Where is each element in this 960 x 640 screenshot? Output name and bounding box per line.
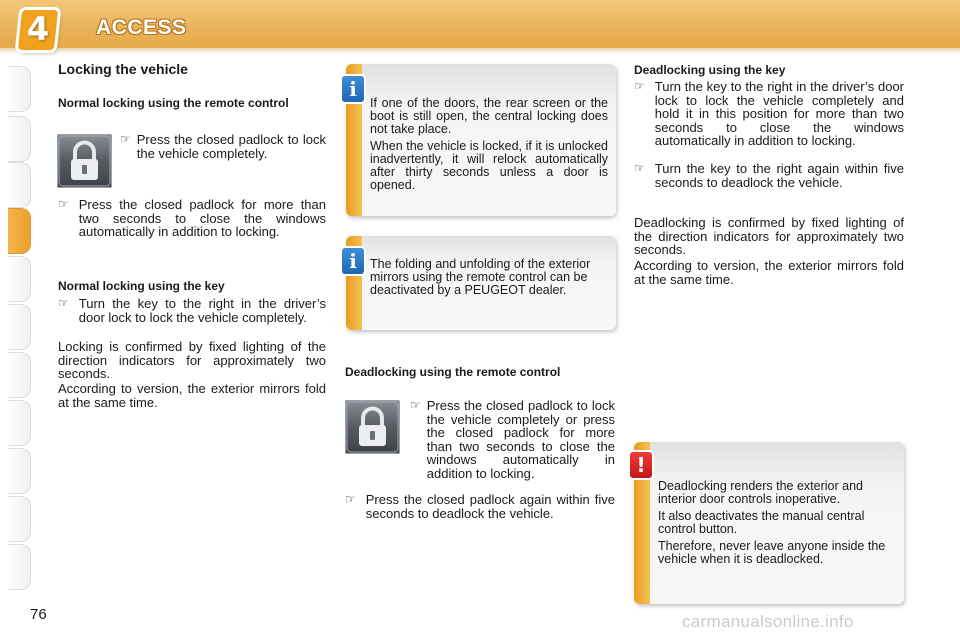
- hand-pointer-icon: ☞: [634, 79, 645, 93]
- info-box-text: The folding and unfolding of the exterior mirrors using the remote control can be deactivated by a PEUGEOT dealer.: [370, 257, 591, 297]
- chapter-tab-11[interactable]: [8, 544, 31, 590]
- key-locking-heading: Normal locking using the key: [58, 279, 225, 293]
- info-icon: i: [342, 76, 364, 102]
- warning-box-text: Deadlocking renders the exterior and interior door controls inoperative. It also deactivates the manual central control button. Therefore, never leave anyone inside the vehicle when it is deadlocked.: [658, 479, 886, 566]
- info-box-text: If one of the doors, the rear screen or the boot is still open, the central locking does not take place. When the vehicle is locked, if it is unlocked inadvertently, it will relock automatically after thirty seconds unless a door is opened.: [370, 96, 608, 192]
- list-item: ☞ Turn the key to the right in the driver’s door lock to lock the vehicle completely.: [58, 296, 326, 325]
- mirror-fold-text: According to version, the exterior mirrors fold at the same time.: [58, 381, 326, 410]
- chapter-tab-2[interactable]: [8, 116, 31, 162]
- chapter-tab-9[interactable]: [8, 448, 31, 494]
- hand-pointer-icon: ☞: [58, 197, 69, 211]
- hand-pointer-icon: ☞: [634, 161, 645, 175]
- page-number: 76: [30, 606, 47, 623]
- section-title: Locking the vehicle: [58, 61, 188, 77]
- watermark: carmanualsonline.info: [682, 612, 854, 631]
- hand-pointer-icon: ☞: [120, 132, 131, 146]
- chapter-tab-10[interactable]: [8, 496, 31, 542]
- mirror-fold-text: According to version, the exterior mirrors fold at the same time.: [634, 258, 904, 287]
- chapter-tabs: [0, 60, 34, 580]
- remote-deadlocking-heading: Deadlocking using the remote control: [345, 365, 561, 379]
- hand-pointer-icon: ☞: [410, 398, 421, 412]
- padlock-button-icon: [57, 134, 112, 188]
- chapter-tab-6[interactable]: [8, 304, 31, 350]
- warning-icon: !: [630, 452, 652, 478]
- chapter-tab-8[interactable]: [8, 400, 31, 446]
- info-icon: i: [342, 248, 364, 274]
- chapter-title: ACCESS: [96, 16, 187, 39]
- chapter-number: 4: [26, 10, 50, 48]
- remote-locking-heading: Normal locking using the remote control: [58, 96, 289, 110]
- list-item: ☞ Press the closed padlock again within five seconds to deadlock the vehicle.: [345, 492, 615, 521]
- chapter-tab-3[interactable]: [8, 162, 31, 208]
- list-item: ☞ Press the closed padlock to lock the vehicle completely.: [120, 132, 326, 161]
- chapter-tab-current[interactable]: [8, 208, 31, 254]
- locking-confirmation-text: Locking is confirmed by fixed lighting of the direction indicators for approximately two seconds.: [58, 339, 326, 381]
- chapter-tab-5[interactable]: [8, 256, 31, 302]
- hand-pointer-icon: ☞: [345, 492, 356, 506]
- list-item: ☞ Turn the key to the right again within five seconds to deadlock the vehicle.: [634, 161, 904, 190]
- list-item: ☞ Press the closed padlock for more than two seconds to close the windows automatically in addition to locking.: [58, 197, 326, 239]
- deadlock-confirmation-text: Deadlocking is confirmed by fixed lighting of the direction indicators for approximately two seconds.: [634, 215, 904, 257]
- chapter-tab-1[interactable]: [8, 66, 31, 112]
- key-deadlocking-heading: Deadlocking using the key: [634, 63, 786, 77]
- padlock-button-icon: [345, 400, 400, 454]
- list-item: ☞ Turn the key to the right in the driver’s door lock to lock the vehicle completely and hold it in this position for more than two seconds to close the windows automatically in addition to locking.: [634, 79, 904, 148]
- list-item: ☞ Press the closed padlock to lock the vehicle completely or press the closed padlock for more than two seconds to close the windows automatically in addition to locking.: [410, 398, 615, 481]
- chapter-tab-7[interactable]: [8, 352, 31, 398]
- hand-pointer-icon: ☞: [58, 296, 69, 310]
